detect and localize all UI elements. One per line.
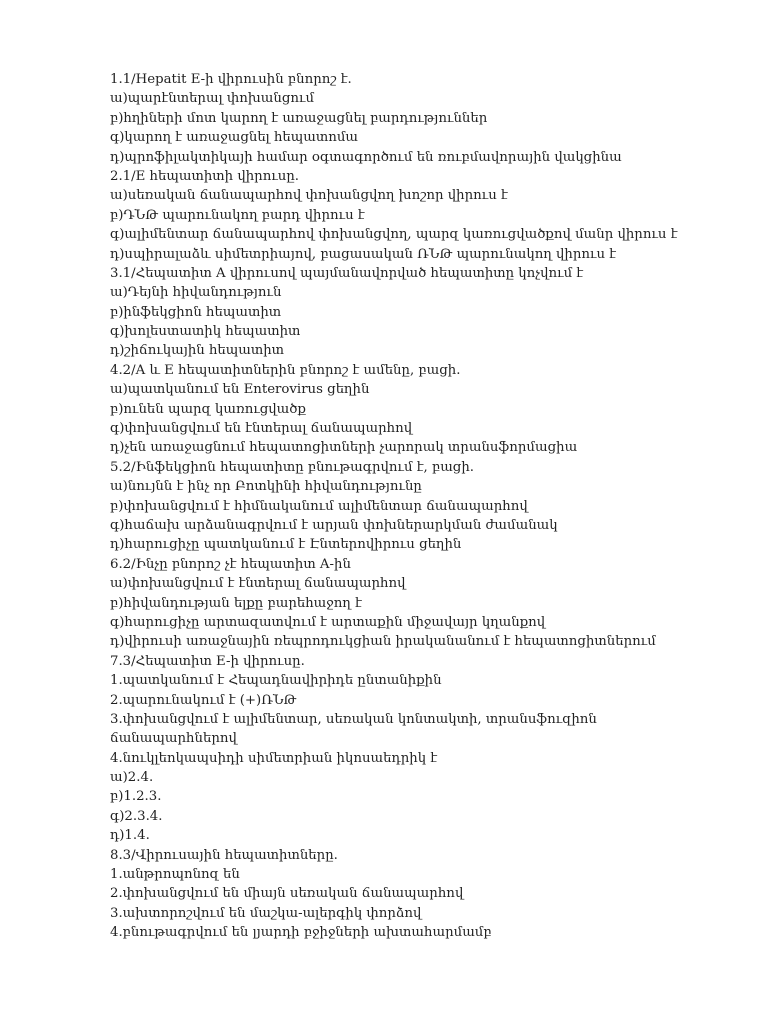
text-line: դ)չեն առաջացնում հեպատոցիտների չարորակ տրանսֆորմացիա (110, 440, 578, 456)
text-line: 6.2/Ինչը բնորոշ չէ հեպատիտ A-ին (110, 556, 351, 572)
text-line: բ)ինֆեկցիոն հեպատիտ (110, 304, 282, 320)
text-line: գ)ալիմենտար ճանապարհով փոխանցվող, պարզ կառուցվածքով մանր վիրուս է (110, 227, 678, 243)
text-line: 4.նուկլեոկապսիդի սիմետրիան իկոսաեդրիկ է (110, 750, 438, 766)
text-line: բ)հղիների մոտ կարող է առաջացնել բարդություններ (110, 110, 488, 126)
text-line: բ)հիվանդության ելքը բարեհաջող է (110, 595, 362, 611)
text-line: դ)1.4. (110, 828, 150, 844)
text-line: ա)փոխանցվում է էնտերալ ճանապարհով (110, 576, 406, 592)
text-line: 5.2/Ինֆեկցիոն հեպատիտը բնութագրվում է, բացի. (110, 459, 475, 475)
text-line: 2.պարունակում է (+)ՌՆԹ (110, 692, 297, 708)
text-line: բ)ունեն պարզ կառուցվածք (110, 401, 306, 417)
text-line: 4.բնութագրվում են լյարդի բջիջների ախտահարմամբ (110, 925, 492, 941)
text-line: 3.1/Հեպատիտ A վիրուսով պայմանավորված հեպատիտը կոչվում է (110, 265, 584, 281)
text-line: գ)կարող է առաջացնել հեպատոմա (110, 130, 359, 146)
text-line: ա)նույնն է ինչ որ Բոտկինի հիվանդությունը (110, 479, 422, 495)
text-line: 2.փոխանցվում են միայն սեռական ճանապարհով (110, 886, 464, 902)
text-line: գ)հաճախ արձանագրվում է արյան փոխներարկման ժամանակ (110, 517, 558, 533)
text-line: ա)պատկանում են Enterovirus ցեղին (110, 382, 370, 398)
text-line: գ)փոխանցվում են էնտերալ ճանապարհով (110, 421, 413, 437)
text-line: բ)փոխանցվում է հիմնականում ալիմենտար ճանապարհով (110, 498, 528, 514)
text-line: բ)1.2.3. (110, 789, 162, 805)
text-line: ա)2.4. (110, 770, 154, 786)
text-line: ճանապարհներով (110, 731, 237, 747)
text-line: ա)սեռական ճանապարհով փոխանցվող խոշոր վիրուս է (110, 188, 508, 204)
text-line: դ)վիրուսի առաջնային ռեպրոդուկցիան իրականանում է հեպատոցիտներում (110, 634, 656, 650)
text-line: ա)Դեյնի հիվանդություն (110, 285, 282, 301)
text-line: 1.1/Hepatit E-ի վիրուսին բնորոշ է. (110, 72, 352, 87)
text-line: դ)հարուցիչը պատկանում է Էնտերովիրուս ցեղին (110, 537, 462, 553)
text-line: գ)հարուցիչը արտազատվում է արտաքին միջավայր կղանքով (110, 614, 546, 630)
text-line: գ)խոլեստատիկ հեպատիտ (110, 324, 301, 340)
text-line: 1.պատկանում է Հեպադնավիրիդե ընտանիքին (110, 673, 442, 689)
text-line: դ)շիճուկային հեպատիտ (110, 343, 285, 359)
document-text (110, 70, 760, 943)
text-line: 2.1/E հեպատիտի վիրուսը. (110, 168, 299, 184)
text-line: 3.ախտորոշվում են մաշկա-ալերգիկ փորձով (110, 905, 422, 921)
text-line: 3.փոխանցվում է ալիմենտար, սեռական կոնտակտի, տրանսֆուզիոն (110, 711, 597, 727)
text-line: բ)ԴՆԹ պարունակող բարդ վիրուս է (110, 207, 365, 223)
text-line: գ)2.3.4. (110, 808, 163, 824)
text-line: դ)պրոֆիլակտիկայի համար օգտագործում են ռուբմավորային վակցինա (110, 149, 622, 165)
text-line: ա)պարէնտերալ փոխանցում (110, 91, 315, 107)
text-line: 8.3/Վիրուսային հեպատիտները. (110, 847, 338, 863)
text-line: 7.3/Հեպատիտ E-ի վիրուսը. (110, 653, 305, 669)
text-line: 1.անթրոպոնոզ են (110, 867, 240, 883)
text-line: դ)սպիրալաձև սիմետրիայով, բացասական ՌՆԹ պարունակող վիրուս է (110, 246, 617, 262)
text-line: 4.2/A և E հեպատիտներին բնորոշ է ամենը, բացի. (110, 362, 461, 378)
